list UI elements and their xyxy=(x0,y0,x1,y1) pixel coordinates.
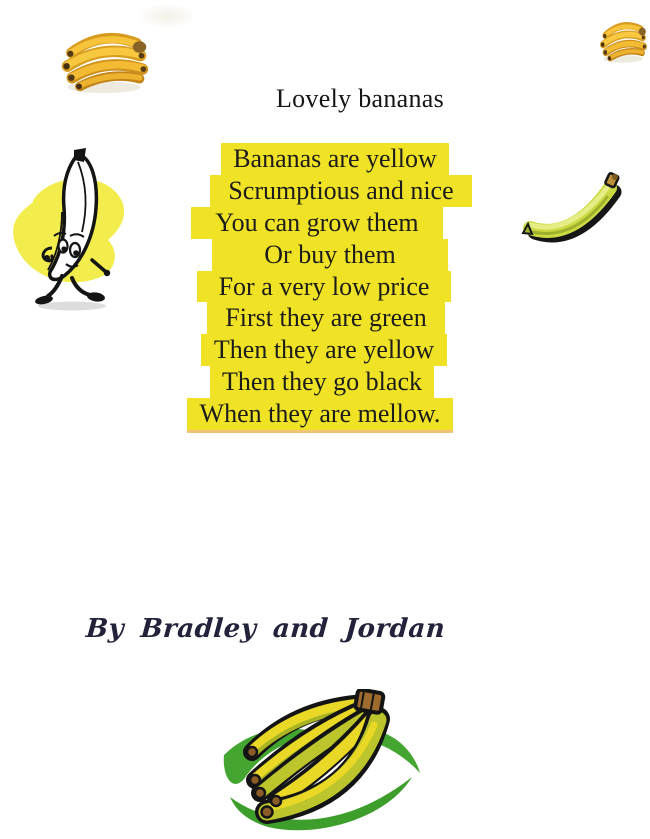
cartoon-banana-character xyxy=(4,148,144,313)
poem-line xyxy=(180,366,480,398)
poem-line xyxy=(180,398,480,430)
banana-photo-top-left xyxy=(56,24,152,95)
poem-line xyxy=(180,302,480,334)
poem-line xyxy=(180,271,480,303)
highlighted-text: First they are green xyxy=(207,302,444,334)
poem-line xyxy=(180,239,480,271)
poem-line xyxy=(180,207,480,239)
poem-line xyxy=(180,334,480,366)
poem-line xyxy=(180,143,480,175)
highlighted-text: Then they are yellow xyxy=(201,334,447,366)
byline: By Bradley and Jordan xyxy=(84,614,447,644)
poem-line xyxy=(180,175,480,207)
highlighted-text: You can grow them xyxy=(191,207,442,239)
page-title: Lovely bananas xyxy=(275,84,445,113)
highlighted-text: Scrumptious and nice xyxy=(210,175,471,207)
green-banana xyxy=(518,166,630,254)
highlighted-text: When they are mellow. xyxy=(187,398,454,430)
highlighted-text: For a very low price xyxy=(197,271,452,303)
banana-bunch-bottom xyxy=(216,689,430,837)
highlighted-text: Then they go black xyxy=(210,366,434,398)
poem-block xyxy=(180,143,480,430)
highlighted-text: Or buy them xyxy=(212,239,447,271)
highlighted-text: Bananas are yellow xyxy=(221,143,449,175)
banana-photo-top-right xyxy=(597,16,649,64)
